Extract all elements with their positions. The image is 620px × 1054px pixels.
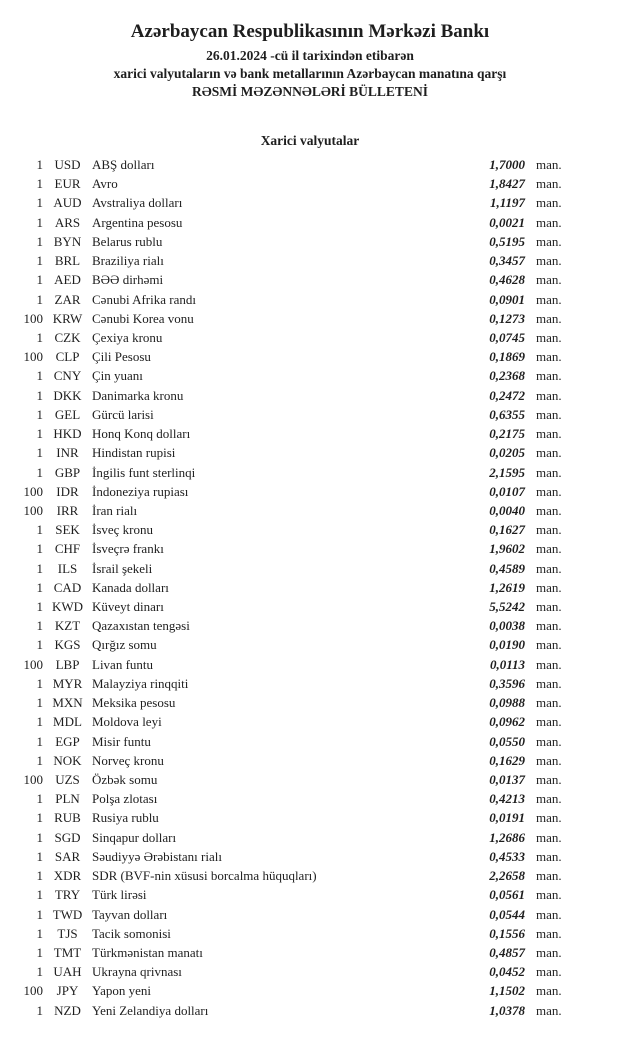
code-cell: AED: [54, 272, 81, 288]
name-cell: Moldova leyi: [92, 714, 162, 730]
rate-cell: 0,1629: [489, 752, 525, 768]
qty-cell: 1: [36, 675, 43, 691]
qty-cell: 1: [36, 810, 43, 826]
table-row: [0, 1001, 620, 1020]
code-cell: TJS: [57, 925, 78, 941]
qty-cell: 1: [36, 944, 43, 960]
name-cell: Livan funtu: [92, 656, 154, 672]
code-cell: NOK: [53, 752, 82, 768]
qty-cell: 1: [36, 848, 43, 864]
qty-cell: 100: [23, 349, 43, 365]
rate-cell: 1,7000: [489, 157, 525, 172]
name-cell: Yeni Zelandiya dolları: [92, 1002, 209, 1018]
table-row: [0, 290, 620, 309]
table-row: [0, 559, 620, 578]
rate-cell: 2,2658: [489, 868, 525, 884]
code-cell: XDR: [53, 868, 82, 884]
code-cell: JPY: [56, 983, 79, 999]
code-cell: UZS: [55, 772, 80, 787]
table-row: [0, 962, 620, 981]
code-cell: DKK: [53, 387, 82, 403]
name-cell: Kanada dolları: [92, 579, 169, 595]
qty-cell: 1: [36, 637, 43, 653]
unit-cell: man.: [536, 426, 562, 442]
qty-cell: 1: [36, 406, 43, 422]
qty-cell: 1: [36, 829, 43, 845]
rate-cell: 0,4628: [489, 272, 525, 288]
name-cell: Qırğız somu: [92, 637, 157, 653]
code-cell: LBP: [55, 656, 80, 672]
name-cell: Honq Konq dolları: [92, 426, 191, 442]
code-cell: TRY: [54, 887, 81, 903]
rate-cell: 1,2619: [489, 579, 525, 595]
qty-cell: 100: [23, 772, 43, 787]
rate-cell: 0,4589: [489, 560, 525, 576]
name-cell: Özbək somu: [92, 772, 158, 787]
name-cell: Sinqapur dolları: [92, 829, 177, 845]
unit-cell: man.: [536, 868, 562, 884]
rate-cell: 0,3596: [489, 675, 525, 691]
qty-cell: 1: [36, 695, 43, 711]
table-row: [0, 655, 620, 674]
qty-cell: 1: [36, 964, 43, 980]
qty-cell: 100: [23, 656, 43, 672]
qty-cell: 1: [36, 176, 43, 192]
qty-cell: 1: [36, 579, 43, 595]
name-cell: Avstraliya dolları: [92, 195, 183, 211]
qty-cell: 1: [36, 426, 43, 442]
name-cell: İngilis funt sterlinqi: [92, 464, 196, 480]
code-cell: UAH: [53, 964, 82, 980]
table-row: [0, 866, 620, 885]
rate-cell: 2,1595: [489, 464, 525, 480]
table-row: [0, 270, 620, 289]
code-cell: HKD: [53, 426, 82, 442]
qty-cell: 1: [36, 272, 43, 288]
unit-cell: man.: [536, 810, 562, 826]
unit-cell: man.: [536, 291, 562, 307]
qty-cell: 1: [36, 253, 43, 269]
table-row: [0, 789, 620, 808]
unit-cell: man.: [536, 272, 562, 288]
unit-cell: man.: [536, 695, 562, 711]
qty-cell: 1: [36, 195, 43, 211]
unit-cell: man.: [536, 214, 562, 230]
rate-cell: 0,3457: [489, 253, 525, 269]
name-cell: İndoneziya rupiası: [92, 483, 189, 499]
code-cell: CZK: [54, 329, 81, 345]
unit-cell: man.: [536, 618, 562, 634]
rate-cell: 0,0191: [489, 810, 525, 826]
rate-cell: 0,0137: [489, 772, 525, 787]
rate-cell: 1,2686: [489, 829, 525, 845]
rate-cell: 0,0190: [489, 637, 525, 653]
code-cell: MDL: [53, 714, 82, 730]
rate-cell: 0,2472: [489, 387, 525, 403]
code-cell: ILS: [57, 560, 78, 576]
name-cell: Danimarka kronu: [92, 387, 184, 403]
name-cell: İsveçrə frankı: [92, 541, 164, 557]
unit-cell: man.: [536, 983, 562, 999]
name-cell: Cənubi Korea vonu: [92, 310, 194, 326]
unit-cell: man.: [536, 310, 562, 326]
unit-cell: man.: [536, 675, 562, 691]
code-cell: ARS: [54, 214, 81, 230]
rate-cell: 0,0038: [489, 618, 525, 634]
rate-cell: 0,2368: [489, 368, 525, 384]
unit-cell: man.: [536, 387, 562, 403]
table-row: [0, 347, 620, 366]
unit-cell: man.: [536, 848, 562, 864]
code-cell: KGS: [54, 637, 81, 653]
name-cell: Braziliya rialı: [92, 253, 164, 269]
rate-cell: 0,0452: [489, 964, 525, 980]
qty-cell: 1: [36, 906, 43, 922]
section-title-foreign-currencies: Xarici valyutalar: [260, 133, 360, 148]
qty-cell: 1: [36, 925, 43, 941]
table-row: [0, 616, 620, 635]
qty-cell: 1: [36, 214, 43, 230]
unit-cell: man.: [536, 195, 562, 211]
code-cell: CNY: [53, 368, 82, 384]
unit-cell: man.: [536, 656, 562, 672]
name-cell: Tacik somonisi: [92, 925, 171, 941]
code-cell: TWD: [52, 906, 83, 922]
code-cell: CAD: [53, 579, 82, 595]
table-row: [0, 635, 620, 654]
unit-cell: man.: [536, 483, 562, 499]
rate-cell: 0,5195: [489, 233, 525, 249]
qty-cell: 1: [36, 157, 43, 172]
table-row: [0, 328, 620, 347]
code-cell: KRW: [52, 310, 83, 326]
unit-cell: man.: [536, 752, 562, 768]
table-row: [0, 751, 620, 770]
table-row: [0, 405, 620, 424]
unit-cell: man.: [536, 944, 562, 960]
name-cell: İsveç kronu: [92, 522, 154, 538]
rate-cell: 1,0378: [489, 1002, 525, 1018]
unit-cell: man.: [536, 233, 562, 249]
rate-cell: 0,0021: [489, 214, 525, 230]
name-cell: Çili Pesosu: [92, 349, 151, 365]
qty-cell: 1: [36, 714, 43, 730]
unit-cell: man.: [536, 406, 562, 422]
table-row: [0, 251, 620, 270]
code-cell: AUD: [53, 195, 82, 211]
name-cell: Cənubi Afrika randı: [92, 291, 196, 307]
rate-cell: 0,0901: [489, 291, 525, 307]
code-cell: IDR: [56, 483, 79, 499]
unit-cell: man.: [536, 791, 562, 807]
effective-date-line: 26.01.2024 -cü il tarixindən etibarən: [206, 48, 414, 63]
code-cell: KWD: [51, 599, 84, 615]
name-cell: Çexiya kronu: [92, 329, 163, 345]
unit-cell: man.: [536, 560, 562, 576]
qty-cell: 1: [36, 233, 43, 249]
unit-cell: man.: [536, 541, 562, 557]
rate-cell: 5,5242: [489, 599, 525, 615]
rate-cell: 0,1273: [489, 310, 525, 326]
unit-cell: man.: [536, 925, 562, 941]
rate-cell: 0,1556: [489, 925, 525, 941]
table-row: [0, 885, 620, 904]
rate-cell: 1,9602: [489, 541, 525, 557]
qty-cell: 1: [36, 560, 43, 576]
table-row: [0, 847, 620, 866]
unit-cell: man.: [536, 637, 562, 653]
unit-cell: man.: [536, 887, 562, 903]
name-cell: Türk lirəsi: [92, 887, 147, 903]
name-cell: Norveç kronu: [92, 752, 164, 768]
code-cell: EGP: [55, 733, 80, 749]
code-cell: BRL: [54, 253, 81, 269]
table-row: [0, 828, 620, 847]
table-row: [0, 213, 620, 232]
unit-cell: man.: [536, 964, 562, 980]
table-row: [0, 808, 620, 827]
rate-cell: 0,0962: [489, 714, 525, 730]
table-row: [0, 366, 620, 385]
table-row: [0, 905, 620, 924]
name-cell: Meksika pesosu: [92, 695, 176, 711]
rates-table: [0, 155, 620, 1020]
name-cell: Türkmənistan manatı: [92, 944, 203, 960]
code-cell: USD: [54, 157, 81, 172]
unit-cell: man.: [536, 445, 562, 461]
qty-cell: 1: [36, 599, 43, 615]
table-row: [0, 981, 620, 1000]
name-cell: Qazaxıstan tengəsi: [92, 618, 190, 634]
qty-cell: 1: [36, 291, 43, 307]
name-cell: Rusiya rublu: [92, 810, 159, 826]
name-cell: SDR (BVF-nin xüsusi borcalma hüquqları): [92, 868, 317, 884]
qty-cell: 1: [36, 887, 43, 903]
qty-cell: 1: [36, 791, 43, 807]
table-row: [0, 674, 620, 693]
table-row: [0, 578, 620, 597]
unit-cell: man.: [536, 579, 562, 595]
code-cell: INR: [56, 445, 79, 461]
code-cell: EUR: [54, 176, 81, 192]
rate-cell: 0,0561: [489, 887, 525, 903]
code-cell: KZT: [54, 618, 81, 634]
name-cell: Çin yuanı: [92, 368, 143, 384]
code-cell: MXN: [52, 695, 83, 711]
table-row: [0, 386, 620, 405]
rate-cell: 0,2175: [489, 426, 525, 442]
qty-cell: 100: [23, 310, 43, 326]
rate-cell: 0,0544: [489, 906, 525, 922]
qty-cell: 1: [36, 1002, 43, 1018]
bulletin-title-line: RƏSMİ MƏZƏNNƏLƏRİ BÜLLETENİ: [192, 84, 428, 99]
code-cell: MYR: [52, 675, 83, 691]
name-cell: Küveyt dinarı: [92, 599, 164, 615]
rate-cell: 1,1197: [489, 195, 525, 211]
qty-cell: 1: [36, 368, 43, 384]
rate-cell: 0,0107: [489, 483, 525, 499]
code-cell: CHF: [54, 541, 81, 557]
name-cell: Avro: [92, 176, 118, 192]
name-cell: Tayvan dolları: [92, 906, 168, 922]
name-cell: Hindistan rupisi: [92, 445, 176, 461]
unit-cell: man.: [536, 1002, 562, 1018]
name-cell: ABŞ dolları: [92, 157, 155, 172]
unit-cell: man.: [536, 906, 562, 922]
bulletin-header: [0, 0, 620, 101]
unit-cell: man.: [536, 599, 562, 615]
code-cell: BYN: [53, 233, 82, 249]
unit-cell: man.: [536, 829, 562, 845]
table-row: [0, 501, 620, 520]
unit-cell: man.: [536, 329, 562, 345]
qty-cell: 1: [36, 445, 43, 461]
table-row: [0, 463, 620, 482]
name-cell: Yapon yeni: [92, 983, 151, 999]
qty-cell: 1: [36, 752, 43, 768]
rate-cell: 0,6355: [489, 406, 525, 422]
rate-cell: 1,8427: [489, 176, 525, 192]
rate-cell: 0,4213: [489, 791, 525, 807]
rate-cell: 0,1627: [489, 522, 525, 538]
table-row: [0, 174, 620, 193]
table-row: [0, 539, 620, 558]
code-cell: IRR: [56, 502, 79, 518]
name-cell: Gürcü larisi: [92, 406, 154, 422]
table-row: [0, 693, 620, 712]
subtitle-line: xarici valyutaların və bank metallarının Azərbaycan manatına qarşı: [113, 66, 507, 81]
unit-cell: man.: [536, 733, 562, 749]
name-cell: Malayziya rinqqiti: [92, 675, 189, 691]
qty-cell: 1: [36, 618, 43, 634]
name-cell: Argentina pesosu: [92, 214, 183, 230]
unit-cell: man.: [536, 772, 562, 787]
code-cell: GBP: [54, 464, 81, 480]
table-row: [0, 943, 620, 962]
table-row: [0, 193, 620, 212]
rate-cell: 0,0988: [489, 695, 525, 711]
code-cell: SAR: [54, 848, 81, 864]
rate-cell: 1,1502: [489, 983, 525, 999]
unit-cell: man.: [536, 522, 562, 538]
code-cell: SGD: [54, 829, 81, 845]
code-cell: ZAR: [54, 291, 81, 307]
table-row: [0, 732, 620, 751]
unit-cell: man.: [536, 502, 562, 518]
qty-cell: 1: [36, 733, 43, 749]
rate-cell: 0,4857: [489, 944, 525, 960]
code-cell: GEL: [54, 406, 81, 422]
qty-cell: 100: [23, 483, 43, 499]
qty-cell: 1: [36, 522, 43, 538]
name-cell: Ukrayna qrivnası: [92, 964, 182, 980]
code-cell: PLN: [55, 791, 80, 807]
rate-cell: 0,4533: [489, 848, 525, 864]
name-cell: BƏƏ dirhəmi: [92, 272, 164, 288]
unit-cell: man.: [536, 368, 562, 384]
name-cell: Polşa zlotası: [92, 791, 158, 807]
bank-title: Azərbaycan Respublikasının Mərkəzi Bankı: [130, 21, 490, 42]
name-cell: Misir funtu: [92, 733, 151, 749]
table-row: [0, 482, 620, 501]
table-row: [0, 155, 620, 174]
rate-cell: 0,1869: [489, 349, 525, 365]
name-cell: Belarus rublu: [92, 233, 163, 249]
code-cell: RUB: [54, 810, 81, 826]
name-cell: İsrail şekeli: [92, 560, 153, 576]
name-cell: Səudiyyə Ərəbistanı rialı: [92, 848, 222, 864]
table-row: [0, 520, 620, 539]
code-cell: TMT: [53, 944, 82, 960]
qty-cell: 100: [23, 502, 43, 518]
table-row: [0, 770, 620, 789]
qty-cell: 1: [36, 868, 43, 884]
rate-cell: 0,0040: [489, 502, 525, 518]
code-cell: CLP: [55, 349, 80, 365]
qty-cell: 100: [23, 983, 43, 999]
table-row: [0, 424, 620, 443]
table-row: [0, 712, 620, 731]
unit-cell: man.: [536, 464, 562, 480]
code-cell: NZD: [54, 1002, 81, 1018]
table-row: [0, 443, 620, 462]
code-cell: SEK: [55, 522, 80, 538]
table-row: [0, 309, 620, 328]
unit-cell: man.: [536, 253, 562, 269]
qty-cell: 1: [36, 541, 43, 557]
qty-cell: 1: [36, 329, 43, 345]
table-row: [0, 597, 620, 616]
table-row: [0, 924, 620, 943]
qty-cell: 1: [36, 387, 43, 403]
qty-cell: 1: [36, 464, 43, 480]
unit-cell: man.: [536, 714, 562, 730]
rate-cell: 0,0113: [489, 656, 525, 672]
rate-cell: 0,0745: [489, 329, 525, 345]
unit-cell: man.: [536, 349, 562, 365]
rate-cell: 0,0205: [489, 445, 525, 461]
unit-cell: man.: [536, 176, 562, 192]
name-cell: İran rialı: [92, 502, 138, 518]
rate-cell: 0,0550: [489, 733, 525, 749]
table-row: [0, 232, 620, 251]
unit-cell: man.: [536, 157, 562, 172]
